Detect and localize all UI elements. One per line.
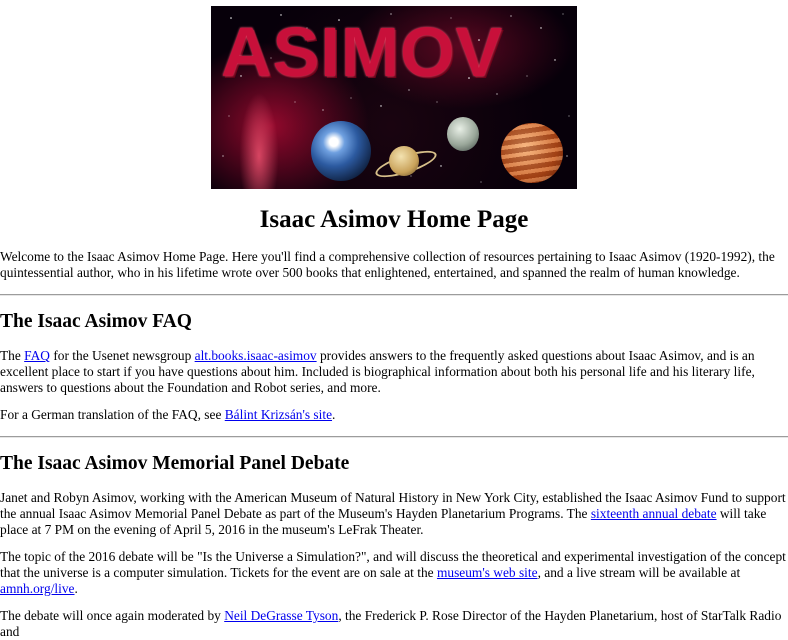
moon-icon [447, 117, 479, 151]
moderator-text: The debate will once again moderated by [0, 608, 225, 623]
earth-icon [311, 121, 371, 181]
faq-text: for the Usenet newsgroup [49, 348, 195, 363]
annual-debate-link[interactable]: sixteenth annual debate [590, 506, 717, 521]
tyson-link[interactable]: Neil DeGrasse Tyson [224, 608, 339, 623]
topic-text: , and a live stream will be available at [537, 565, 741, 580]
debate-topic-paragraph [0, 549, 788, 597]
banner-container [0, 0, 788, 189]
german-text: . [332, 407, 336, 422]
banner-title: ASIMOV [221, 13, 504, 91]
debate-text: will take place at 7 PM on the evening of April 5, 2016 in the museum's LeFrak Theater. [0, 506, 767, 537]
faq-text: provides answers to the frequently asked questions about Isaac Asimov, and is an excellent place to start if you have questions about him. Included is biographical information about both his personal life and his literary life, answers to questions about the Foundation and Robot series, and more. [0, 348, 755, 395]
intro-paragraph: Welcome to the Isaac Asimov Home Page. Here you'll find a comprehensive collection of resources pertaining to Isaac Asimov (1920-1992), the quintessential author, who in his lifetime wrote over 500 books that enlightened, entertained, and spanned the realm of human knowledge. [0, 249, 775, 280]
faq-text: The [0, 348, 25, 363]
moderator-text: , the Frederick P. Rose Director of the Hayden Planetarium, host of StarTalk Radio and [0, 608, 782, 639]
saturn-icon [389, 146, 419, 176]
debate-text: Janet and Robyn Asimov, working with the American Museum of Natural History in New York City, established the Isaac Asimov Fund to support the annual Isaac Asimov Memorial Panel Debate as part of the Museum's Hayden Planetarium Programs. The [0, 490, 786, 521]
faq-link[interactable]: FAQ [24, 348, 50, 363]
moderator-paragraph [0, 608, 788, 640]
museum-site-link[interactable]: museum's web site [436, 565, 538, 580]
page-title: Isaac Asimov Home Page [259, 206, 529, 233]
topic-text: . [74, 581, 78, 596]
newsgroup-link[interactable]: alt.books.isaac-asimov [194, 348, 317, 363]
live-stream-link[interactable]: amnh.org/live [0, 581, 75, 596]
faq-paragraph [0, 348, 788, 396]
jupiter-icon [501, 123, 563, 183]
german-translation-link[interactable]: Bálint Krizsán's site [224, 407, 333, 422]
faq-heading: The Isaac Asimov FAQ [0, 311, 192, 332]
topic-text: The topic of the 2016 debate will be "Is the Universe a Simulation?", and will discuss the theoretical and experimental investigation of the concept that the universe is a computer simulation. Tickets for the event are on sale at the [0, 549, 786, 580]
debate-paragraph [0, 490, 788, 538]
german-translation-paragraph [0, 407, 788, 423]
german-text: For a German translation of the FAQ, see [0, 407, 225, 422]
divider [0, 294, 788, 296]
divider [0, 436, 788, 438]
asimov-banner-image [211, 6, 577, 189]
debate-heading: The Isaac Asimov Memorial Panel Debate [0, 453, 350, 474]
